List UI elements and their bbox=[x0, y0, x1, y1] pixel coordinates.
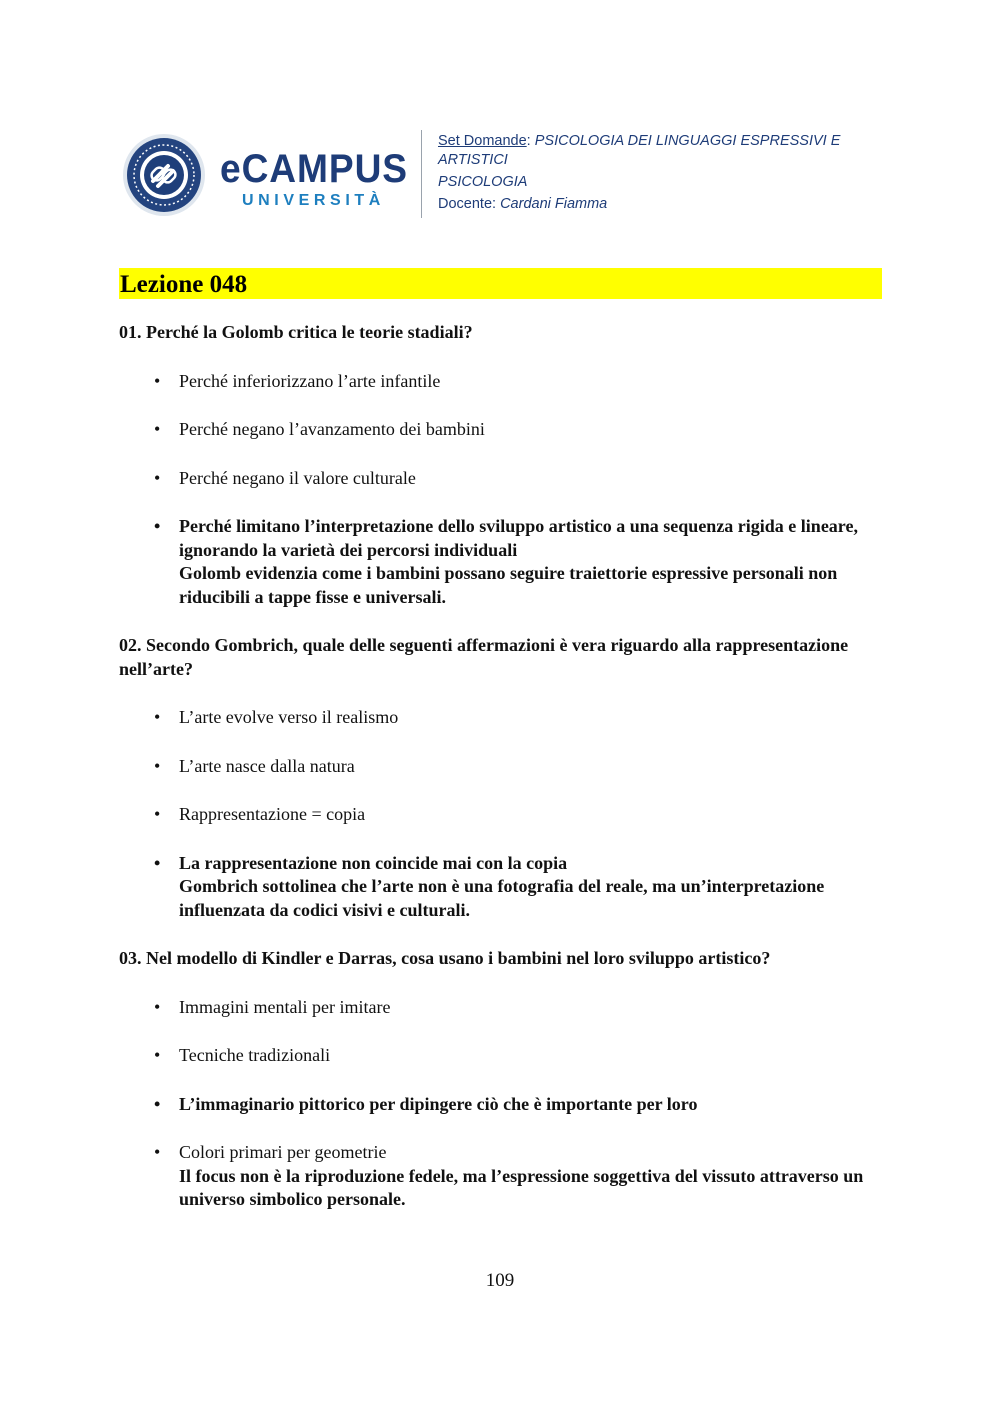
set-colon: : bbox=[526, 133, 531, 149]
bullet-icon: • bbox=[154, 707, 161, 727]
bullet-icon: • bbox=[154, 1045, 161, 1065]
faculty: PSICOLOGIA bbox=[438, 174, 528, 190]
option: • Rappresentazione = copia bbox=[119, 803, 884, 827]
header-divider bbox=[421, 130, 422, 218]
question-1: 01. Perché la Golomb critica le teorie stadiali? bbox=[119, 322, 473, 342]
bullet-icon: • bbox=[154, 419, 161, 439]
correct-option: • L’immaginario pittorico per dipingere ciò che è importante per loro bbox=[119, 1093, 884, 1117]
bullet-icon: • bbox=[154, 755, 161, 776]
bullet-icon: • bbox=[154, 1142, 161, 1162]
ecampus-logo bbox=[122, 130, 412, 220]
correct-option: • La rappresentazione non coincide mai con la copia Gombrich sottolinea che l’arte non è una fotografia del reale, ma un’interpretazione influenzata da codici visivi e culturali. bbox=[119, 852, 884, 923]
ecampus-wordmark bbox=[220, 148, 410, 188]
course-title: PSICOLOGIA DEI LINGUAGGI ESPRESSIVI E bbox=[534, 133, 841, 149]
option: • Colori primari per geometrie Il focus non è la riproduzione fedele, ma l’espressione soggettiva del vissuto attraverso un universo simbolico personale. bbox=[119, 1141, 884, 1212]
option: • Immagini mentali per imitare bbox=[119, 996, 884, 1020]
university-seal-icon bbox=[122, 133, 206, 217]
question-3: 03. Nel modello di Kindler e Darras, cosa usano i bambini nel loro sviluppo artistico? bbox=[119, 948, 771, 968]
option: • Tecniche tradizionali bbox=[119, 1044, 884, 1068]
options-q3 bbox=[119, 996, 884, 1212]
page-number: 109 bbox=[485, 1270, 515, 1291]
lesson-title: Lezione 048 bbox=[120, 271, 248, 298]
bullet-icon: • bbox=[154, 996, 161, 1017]
correct-option: • Perché limitano l’interpretazione dello sviluppo artistico a una sequenza rigida e lineare, ignorando la varietà dei percorsi individuali Golomb evidenzia come i bambini possano seguire traiettorie espressive personali non riducibili a tappe fisse e universali. bbox=[119, 515, 884, 609]
docente-name: Cardani Fiamma bbox=[500, 196, 608, 212]
set-label: Set Domande bbox=[438, 133, 527, 149]
options-q2 bbox=[119, 706, 884, 922]
explanation: Il focus non è la riproduzione fedele, ma l’espressione soggettiva del vissuto attraverso un universo simbolico personale. bbox=[179, 1165, 864, 1209]
option: • Perché inferiorizzano l’arte infantile bbox=[119, 370, 884, 394]
docente-label: Docente: bbox=[438, 196, 497, 212]
option: • L’arte nasce dalla natura bbox=[119, 755, 884, 779]
options-q1 bbox=[119, 370, 884, 610]
bullet-icon: • bbox=[154, 467, 161, 488]
logo-subtitle: UNIVERSITÀ bbox=[242, 192, 385, 209]
bullet-icon: • bbox=[154, 516, 161, 536]
docente-line bbox=[438, 195, 888, 214]
option: • Perché negano il valore culturale bbox=[119, 467, 884, 491]
course-header-info bbox=[438, 132, 888, 214]
bullet-icon: • bbox=[154, 804, 161, 824]
course-title-cont: ARTISTICI bbox=[438, 152, 508, 168]
bullet-icon: • bbox=[154, 370, 161, 391]
bullet-icon: • bbox=[154, 1093, 161, 1114]
bullet-icon: • bbox=[154, 852, 161, 873]
question-2: 02. Secondo Gombrich, quale delle seguenti affermazioni è vera riguardo alla rappresentazione nell’arte? bbox=[119, 635, 849, 679]
explanation: Gombrich sottolinea che l’arte non è una fotografia del reale, ma un’interpretazione influenzata da codici visivi e culturali. bbox=[179, 876, 825, 920]
option: • Perché negano l’avanzamento dei bambini bbox=[119, 418, 884, 442]
question-list bbox=[119, 321, 884, 1212]
option: • L’arte evolve verso il realismo bbox=[119, 706, 884, 730]
course-title-line bbox=[438, 132, 888, 151]
svg-text:eCAMPUS: eCAMPUS bbox=[220, 148, 408, 188]
explanation: Golomb evidenzia come i bambini possano seguire traiettorie espressive personali non riducibili a tappe fisse e universali. bbox=[179, 563, 838, 607]
